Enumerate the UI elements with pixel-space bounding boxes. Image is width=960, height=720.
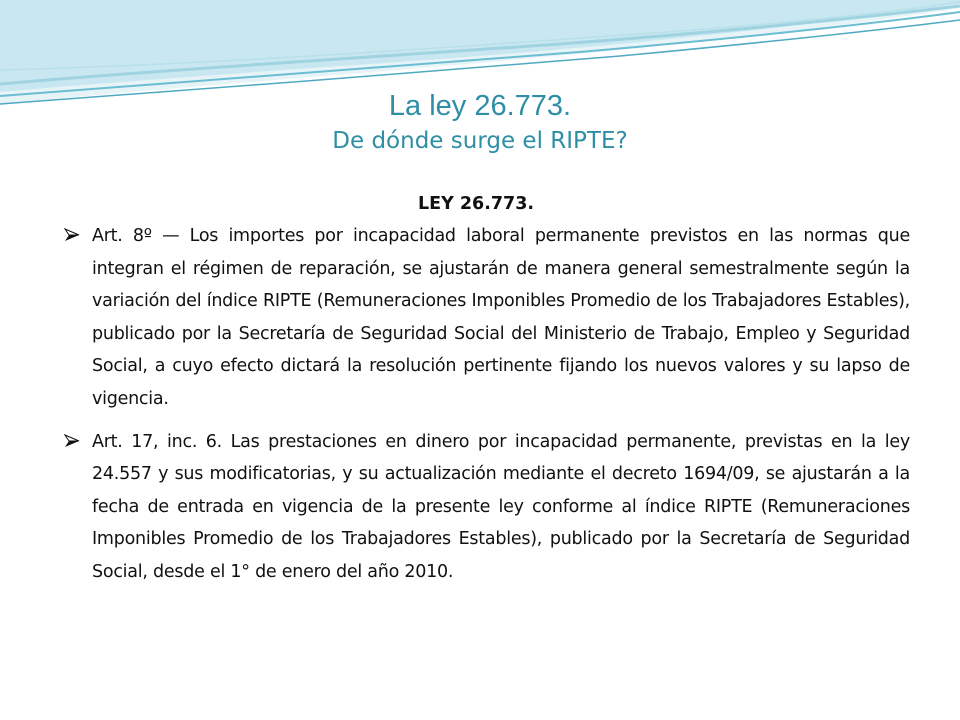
slide-body (64, 190, 910, 599)
arrow-bullet-icon (64, 434, 80, 448)
bullet-item-art-8 (64, 220, 910, 416)
bullet-text: Art. 8º — Los importes por incapacidad laboral permanente previstos en las normas que integran el régimen de reparación, se ajustarán de manera general semestralmente según la variación del índice RIPTE (Remuneraciones Imponibles Promedio de los Trabajadores Estables), publicado por la Secretaría de Seguridad Social del Ministerio de Trabajo, Empleo y Seguridad Social, a cuyo efecto dictará la resolución pertinente fijando los nuevos valores y su lapso de vigencia. (92, 226, 910, 409)
title-line-2: De dónde surge el RIPTE? (332, 128, 628, 154)
bullet-text: Art. 17, inc. 6. Las prestaciones en dinero por incapacidad permanente, previstas en la ley 24.557 y sus modificatorias, y su actualización mediante el decreto 1694/09, se ajustarán a la fecha de entrada en vigencia de la presente ley conforme al índice RIPTE (Remuneraciones Imponibles Promedio de los Trabajadores Estables), publicado por la Secretaría de Seguridad Social, desde el 1° de enero del año 2010. (92, 431, 910, 582)
title-line-1: La ley 26.773. (388, 90, 572, 122)
slide-title (0, 88, 960, 158)
bullet-item-art-17 (64, 426, 910, 589)
law-heading: LEY 26.773. (417, 194, 535, 214)
arrow-bullet-icon (64, 228, 80, 242)
